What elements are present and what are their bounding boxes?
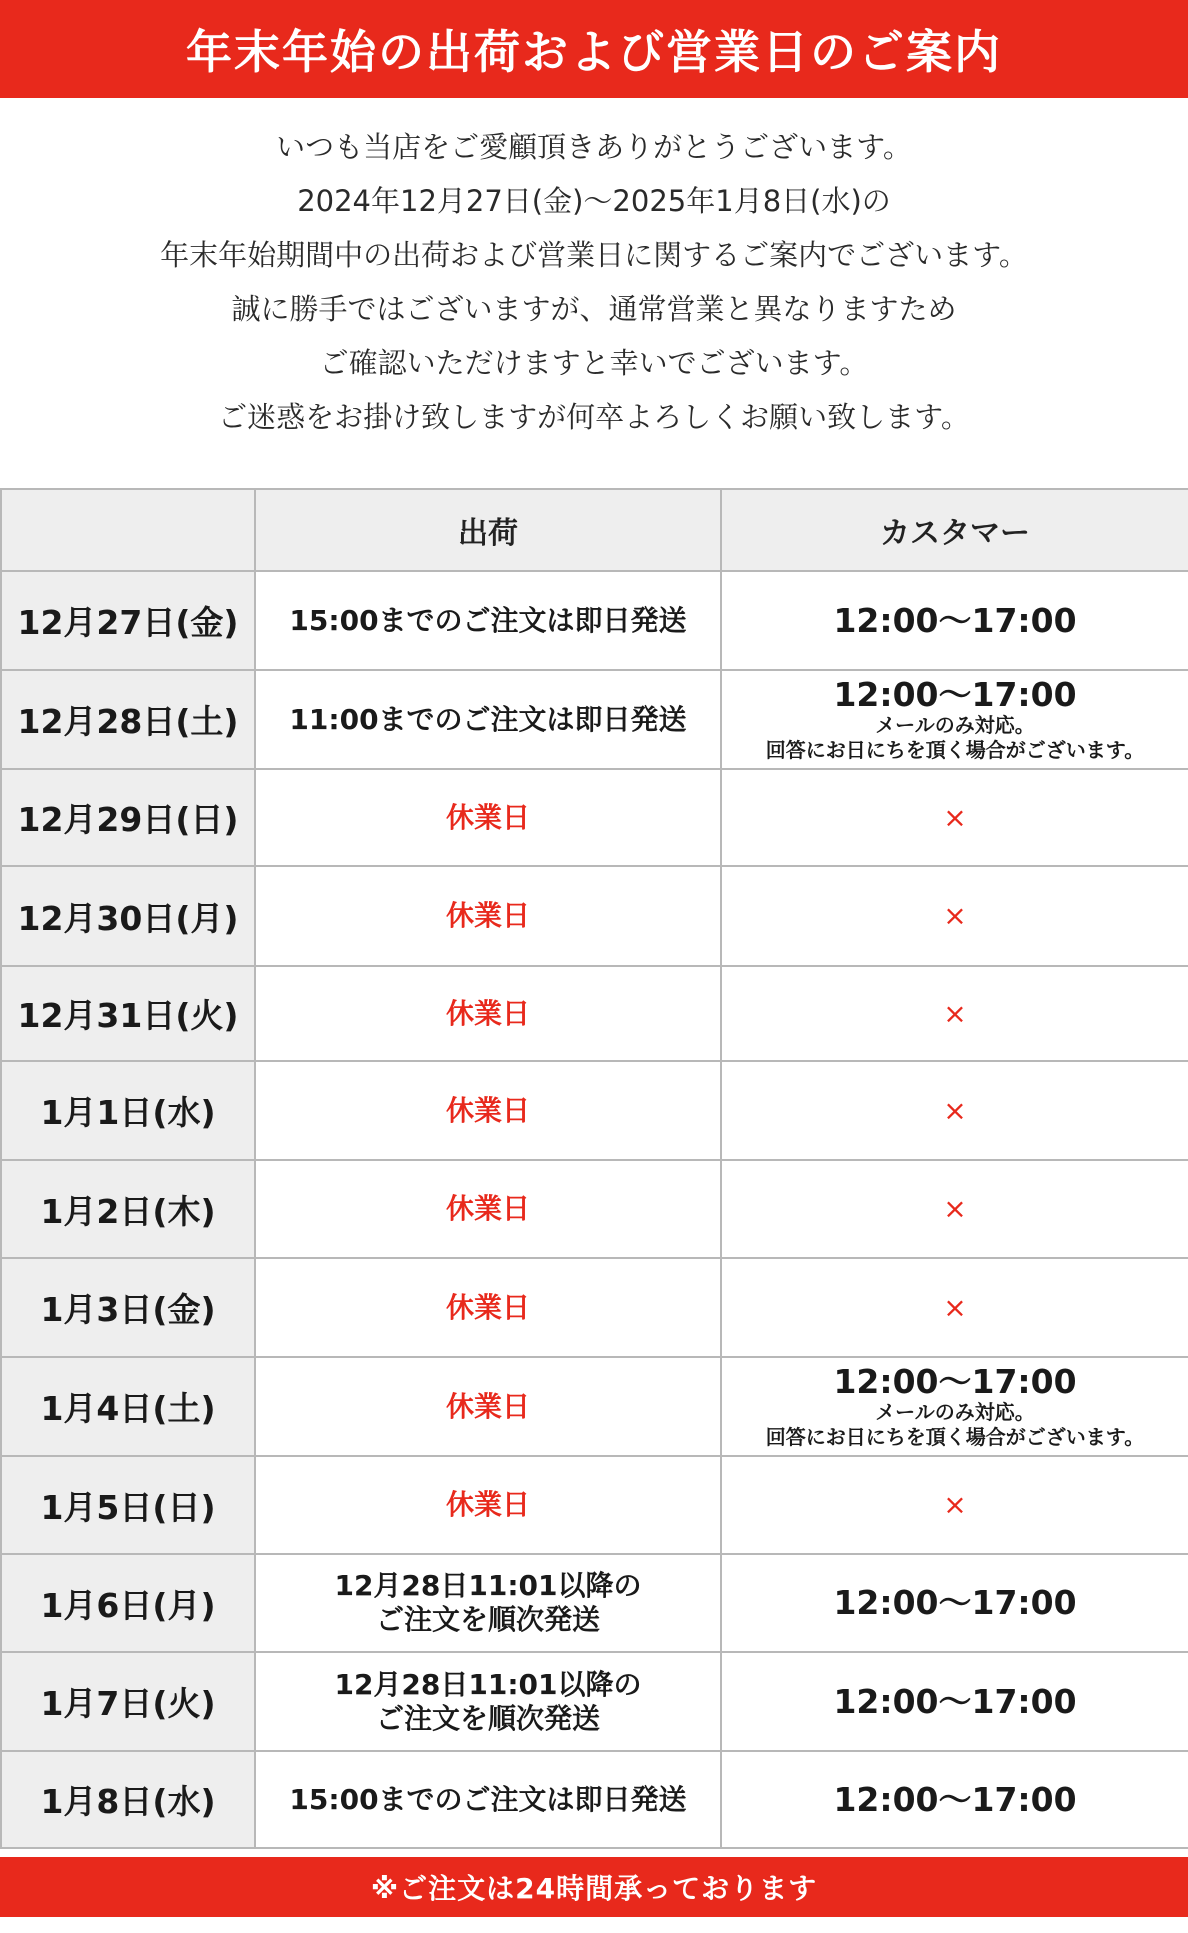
header-date — [1, 489, 255, 571]
unavailable-mark: × — [943, 1093, 967, 1127]
header-customer-support: カスタマー — [721, 489, 1188, 571]
unavailable-mark: × — [943, 899, 967, 932]
intro-line: 誠に勝手ではございますが、通常営業と異なりますため — [231, 292, 957, 326]
shipping-cell: 15:00までのご注文は即日発送 — [255, 1751, 721, 1848]
shipping-closed-cell: 休業日 — [255, 1258, 721, 1357]
date-cell: 12月30日(月) — [1, 866, 255, 966]
customer-hours-cell — [721, 1652, 1188, 1751]
date-cell: 12月28日(土) — [1, 670, 255, 769]
unavailable-mark: × — [943, 1488, 967, 1521]
footer-note: ※ご注文は24時間承っております — [370, 1872, 818, 1905]
footer-banner — [0, 1857, 1188, 1917]
date-cell: 1月3日(金) — [1, 1258, 255, 1357]
intro-line: 年末年始期間中の出荷および営業日に関するご案内でございます。 — [160, 238, 1028, 272]
customer-hours: 12:00〜17:00 — [833, 1681, 1077, 1721]
date-cell: 1月8日(水) — [1, 1751, 255, 1848]
intro-line: 2024年12月27日(金)〜2025年1月8日(水)の — [297, 184, 891, 218]
customer-closed-cell — [721, 769, 1188, 866]
unavailable-mark: × — [943, 1192, 967, 1225]
unavailable-mark: × — [943, 800, 967, 834]
shipping-closed-cell: 休業日 — [255, 769, 721, 866]
customer-hours: 12:00〜17:00 — [833, 1779, 1077, 1819]
header-shipping: 出荷 — [255, 489, 721, 571]
customer-closed-cell — [721, 1456, 1188, 1554]
shipping-closed-cell: 休業日 — [255, 1357, 721, 1456]
unavailable-mark: × — [943, 996, 967, 1030]
customer-closed-cell — [721, 866, 1188, 966]
table-row — [1, 866, 1188, 966]
table-row — [1, 1061, 1188, 1160]
date-cell: 1月5日(日) — [1, 1456, 255, 1554]
customer-hours-cell — [721, 670, 1188, 769]
table-row — [1, 1160, 1188, 1258]
shipping-cell: 15:00までのご注文は即日発送 — [255, 571, 721, 670]
table-row — [1, 571, 1188, 670]
schedule-table — [0, 488, 1188, 1849]
shipping-cell: 11:00までのご注文は即日発送 — [255, 670, 721, 769]
customer-hours-cell — [721, 1357, 1188, 1456]
shipping-closed-cell: 休業日 — [255, 1160, 721, 1258]
date-cell: 12月29日(日) — [1, 769, 255, 866]
customer-note: 回答にお日にちを頂く場合がございます。 — [765, 1424, 1145, 1449]
customer-hours: 12:00〜17:00 — [833, 600, 1077, 640]
customer-closed-cell — [721, 1160, 1188, 1258]
date-cell: 1月1日(水) — [1, 1061, 255, 1160]
unavailable-mark: × — [943, 1290, 967, 1324]
shipping-closed-cell: 休業日 — [255, 1456, 721, 1554]
date-cell: 12月31日(火) — [1, 966, 255, 1061]
customer-note: 回答にお日にちを頂く場合がございます。 — [765, 737, 1145, 762]
customer-hours: 12:00〜17:00 — [833, 1583, 1077, 1622]
customer-closed-cell — [721, 1258, 1188, 1357]
table-row — [1, 1258, 1188, 1357]
page-title: 年末年始の出荷および営業日のご案内 — [186, 25, 1002, 79]
date-cell: 1月7日(火) — [1, 1652, 255, 1751]
intro-message — [0, 120, 1188, 444]
shipping-closed-cell: 休業日 — [255, 866, 721, 966]
table-row — [1, 966, 1188, 1061]
table-row — [1, 1652, 1188, 1751]
table-row — [1, 1357, 1188, 1456]
table-row — [1, 769, 1188, 866]
intro-line: ご迷惑をお掛け致しますが何卒よろしくお願い致します。 — [218, 400, 970, 434]
date-cell: 1月2日(木) — [1, 1160, 255, 1258]
date-cell: 1月6日(月) — [1, 1554, 255, 1652]
table-row — [1, 1456, 1188, 1554]
customer-hours-cell — [721, 1751, 1188, 1848]
customer-hours-cell — [721, 1554, 1188, 1652]
table-row — [1, 670, 1188, 769]
table-row — [1, 1554, 1188, 1652]
customer-closed-cell — [721, 966, 1188, 1061]
intro-line: いつも当店をご愛顧頂きありがとうございます。 — [276, 130, 912, 164]
customer-note: メールのみ対応。 — [875, 712, 1035, 737]
page-title-banner — [0, 0, 1188, 98]
customer-note: メールのみ対応。 — [875, 1399, 1035, 1424]
customer-hours: 12:00〜17:00 — [833, 1361, 1077, 1401]
customer-hours-cell — [721, 571, 1188, 670]
date-cell: 12月27日(金) — [1, 571, 255, 670]
shipping-closed-cell: 休業日 — [255, 966, 721, 1061]
table-header-row — [1, 489, 1188, 571]
shipping-cell: 12月28日11:01以降の ご注文を順次発送 — [255, 1554, 721, 1652]
date-cell: 1月4日(土) — [1, 1357, 255, 1456]
customer-hours: 12:00〜17:00 — [833, 674, 1077, 714]
shipping-closed-cell: 休業日 — [255, 1061, 721, 1160]
shipping-cell: 12月28日11:01以降の ご注文を順次発送 — [255, 1652, 721, 1751]
table-row — [1, 1751, 1188, 1848]
intro-line: ご確認いただけますと幸いでございます。 — [319, 346, 869, 380]
customer-closed-cell — [721, 1061, 1188, 1160]
